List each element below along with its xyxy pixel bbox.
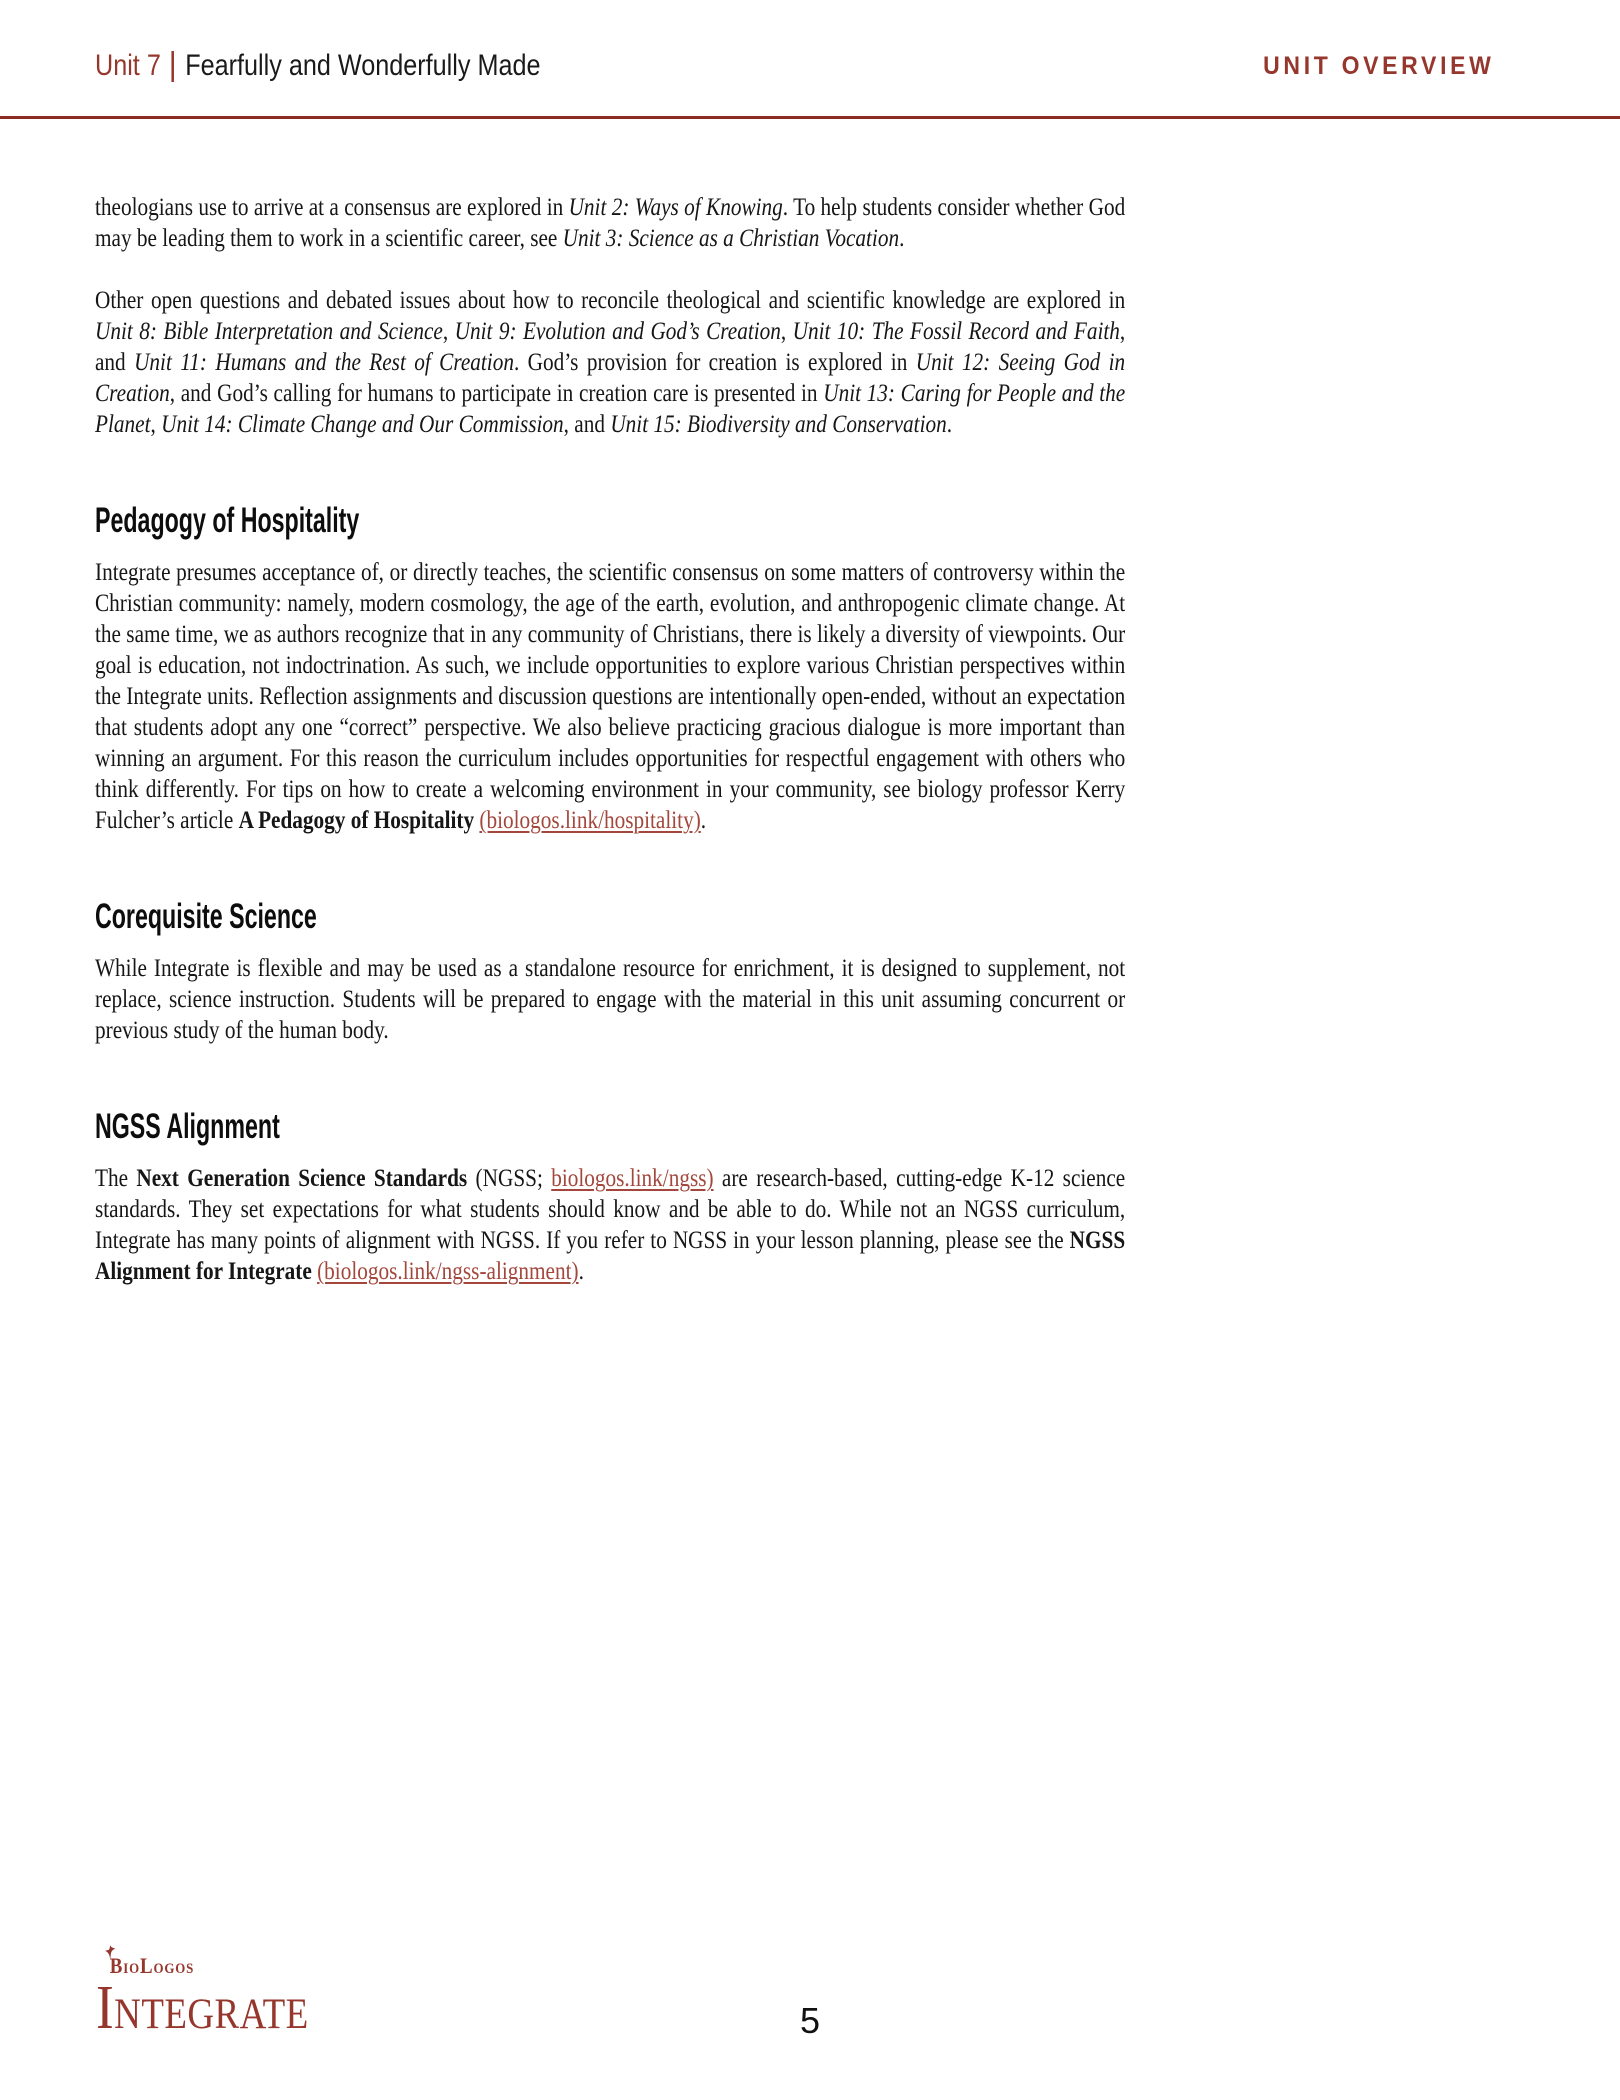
biologos-leaf-icon (105, 1945, 116, 1960)
text-run: . (899, 225, 905, 252)
text-run: Unit 14: Climate Change and Our Commission (161, 411, 564, 438)
header-unit-title-group (95, 48, 541, 84)
pedagogy-paragraph (95, 557, 1125, 836)
text-run: While Integrate is flexible and may be used as a standalone resource for enrichment, it is designed to supplement, not replace, science instruction. Students will be prepared to engage with the material in this unit assuming concurrent or previous study of the human body. (95, 955, 1126, 1044)
inline-link[interactable]: (biologos.link/ngss-alignment) (317, 1258, 579, 1285)
text-run: Next Generation Science Standards (136, 1165, 468, 1192)
unit-title: Fearfully and Wonderfully Made (185, 49, 541, 82)
text-run: . (946, 411, 953, 438)
logo-brand-row (110, 1954, 309, 1978)
text-run: Unit 8: Bible Interpretation and Science (95, 318, 443, 345)
text-run: , and (563, 411, 611, 438)
inline-link[interactable]: (biologos.link/hospitality) (479, 807, 701, 834)
body-column (95, 192, 1125, 1287)
ngss-paragraph (95, 1163, 1125, 1287)
section-heading-ngss-text: NGSS Alignment (95, 1107, 280, 1146)
page-header (95, 48, 1495, 84)
corequisite-paragraph (95, 953, 1125, 1046)
text-run: . (700, 807, 707, 834)
text-run: Unit 11: Humans and the Rest of Creation (134, 349, 514, 376)
text-run: Unit 2: Ways of Knowing (568, 194, 783, 221)
text-run: theologians use to arrive at a consensus are explored in (95, 194, 569, 221)
logo-product-text: Integrate (96, 1974, 309, 2042)
text-run: Integrate presumes acceptance of, or directly teaches, the scientific consensus on some matters of controversy within the Christian community: namely, modern cosmology, the age of the earth, evolution, and anthropogenic climate change. At the same time, we as authors recognize that in any community of Christians, there is likely a diversity of viewpoints. Our goal is education, not indoctrination. As such, we include opportunities to explore various Christian perspectives within the Integrate units. Reflection assignments and discussion questions are intentionally open-ended, without an expectation that students adopt any one “correct” perspective. We also believe practicing gracious dialogue is more important than winning an argument. For this reason the curriculum includes opportunities for respectful engagement with others who think differently. For tips on how to create a welcoming environment in your community, see biology professor Kerry Fulcher’s article (95, 559, 1126, 834)
text-run: , (442, 318, 455, 345)
text-run: , and (95, 318, 1126, 376)
header-rule (0, 116, 1620, 119)
text-run: , (150, 411, 162, 438)
text-run: are research-based, cutting-edge K-12 science standards. They set expectations for what students should know and be able to do. While not an NGSS curriculum, Integrate has many points of alignment with NGSS. If you refer to NGSS in your lesson planning, please see the (95, 1165, 1126, 1254)
units-overview-paragraph (95, 285, 1125, 440)
text-run: Unit 9: Evolution and God’s Creation (454, 318, 781, 345)
section-heading-ngss (95, 1108, 1125, 1146)
section-heading-corequisite-text: Corequisite Science (95, 897, 317, 936)
text-run: Other open questions and debated issues about how to reconcile theological and scientific knowledge are explored in (95, 287, 1126, 314)
logo-brand-text: BioLogos (109, 1953, 195, 1978)
section-heading-pedagogy (95, 502, 1125, 540)
page-type-label: UNIT OVERVIEW (1263, 51, 1495, 80)
header-divider (172, 51, 175, 82)
text-run: . To help students consider whether God may be leading them to work in a scientific career, see (95, 194, 1126, 252)
text-run: Unit 12: Seeing God in Creation (95, 349, 1126, 407)
text-run: (NGSS; (467, 1165, 552, 1192)
text-run: Unit 15: Biodiversity and Conservation (610, 411, 947, 438)
inline-link[interactable]: biologos.link/ngss) (551, 1165, 714, 1192)
unit-label: Unit 7 (95, 49, 161, 82)
text-run: Unit 10: The Fossil Record and Faith (792, 318, 1120, 345)
text-run: Unit 13: Caring for People and the Planet (95, 380, 1126, 438)
text-run: . God’s provision for creation is explored in (513, 349, 916, 376)
section-heading-pedagogy-text: Pedagogy of Hospitality (95, 501, 360, 540)
section-heading-corequisite (95, 898, 1125, 936)
text-run: The (95, 1165, 137, 1192)
text-run: A Pedagogy of Hospitality (238, 807, 475, 834)
text-run: Unit 3: Science as a Christian Vocation (562, 225, 900, 252)
continuation-paragraph (95, 192, 1125, 254)
text-run: NGSS Alignment for Integrate (95, 1227, 1126, 1285)
text-run: , and God’s calling for humans to participate in creation care is presented in (169, 380, 824, 407)
page-number: 5 (799, 2000, 821, 2041)
text-run: . (578, 1258, 584, 1285)
text-run: , (780, 318, 793, 345)
